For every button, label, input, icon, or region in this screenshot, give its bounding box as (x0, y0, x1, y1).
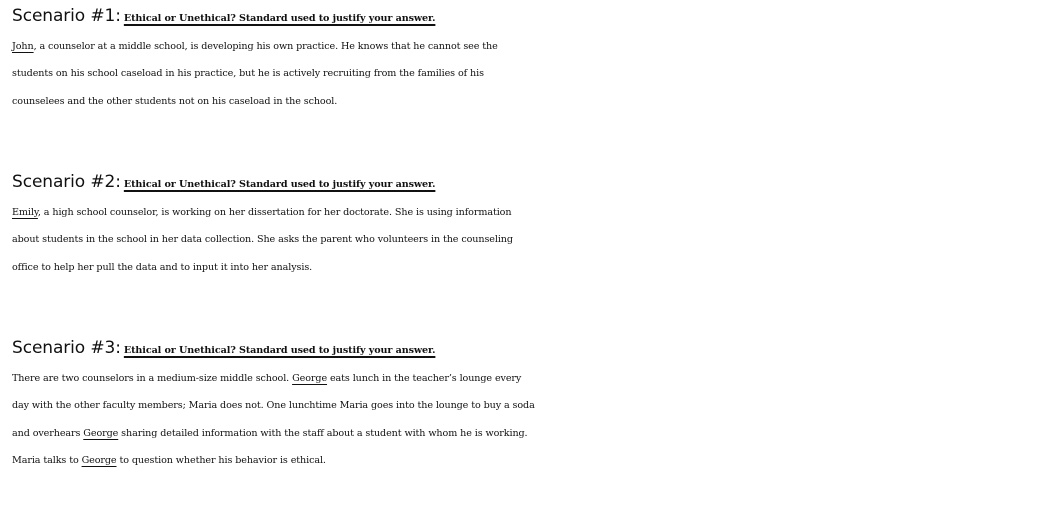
scenario-label: Scenario #2: (12, 172, 121, 192)
paragraph-line (12, 420, 1052, 448)
scenario-3 (12, 335, 1052, 475)
scenario-heading (12, 335, 1052, 365)
scenario-label: Scenario #3: (12, 338, 121, 358)
scenario-2 (12, 169, 1052, 281)
heading-question: Ethical or Unethical? Standard used to justify your answer. (123, 13, 436, 24)
line-text: eats lunch in the teacher’s lounge every (327, 372, 522, 384)
scenario-heading (12, 3, 1052, 33)
line-text: , a counselor at a middle school, is developing his own practice. He knows that he cannot see the (33, 40, 498, 52)
line-text: sharing detailed information with the staff about a student with whom he is working. (118, 427, 528, 439)
line-text: office to help her pull the data and to input it into her analysis. (12, 261, 313, 273)
person-name: George (81, 455, 117, 467)
paragraph-line (12, 199, 1052, 227)
paragraph-line (12, 226, 1052, 254)
line-text: and overhears (12, 427, 84, 439)
person-name: Emily (12, 206, 38, 218)
person-name: John (12, 40, 34, 52)
person-name: George (83, 427, 119, 439)
line-text: , a high school counselor, is working on her dissertation for her doctorate. She is using information (37, 206, 512, 218)
paragraph-line (12, 60, 1052, 88)
paragraph-line (12, 254, 1052, 282)
person-name: George (292, 372, 328, 384)
heading-question: Ethical or Unethical? Standard used to justify your answer. (123, 345, 436, 356)
scenario-label: Scenario #1: (12, 6, 121, 26)
paragraph-line (12, 392, 1052, 420)
line-text: students on his school caseload in his practice, but he is actively recruiting from the families of his (12, 68, 484, 80)
heading-question: Ethical or Unethical? Standard used to justify your answer. (123, 179, 436, 190)
line-text: about students in the school in her data collection. She asks the parent who volunteers in the counseling (12, 234, 513, 246)
line-text: to question whether his behavior is ethical. (116, 455, 326, 467)
paragraph-line (12, 447, 1052, 475)
line-text: counselees and the other students not on his caseload in the school. (12, 95, 338, 107)
paragraph-line (12, 365, 1052, 393)
line-text: There are two counselors in a medium-size middle school. (12, 372, 293, 384)
scenario-heading (12, 169, 1052, 199)
line-text: day with the other faculty members; Maria does not. One lunchtime Maria goes into the lounge to buy a soda (12, 400, 535, 412)
line-text: Maria talks to (12, 455, 82, 467)
paragraph-line (12, 88, 1052, 116)
paragraph-line (12, 33, 1052, 61)
scenario-1 (12, 3, 1052, 115)
